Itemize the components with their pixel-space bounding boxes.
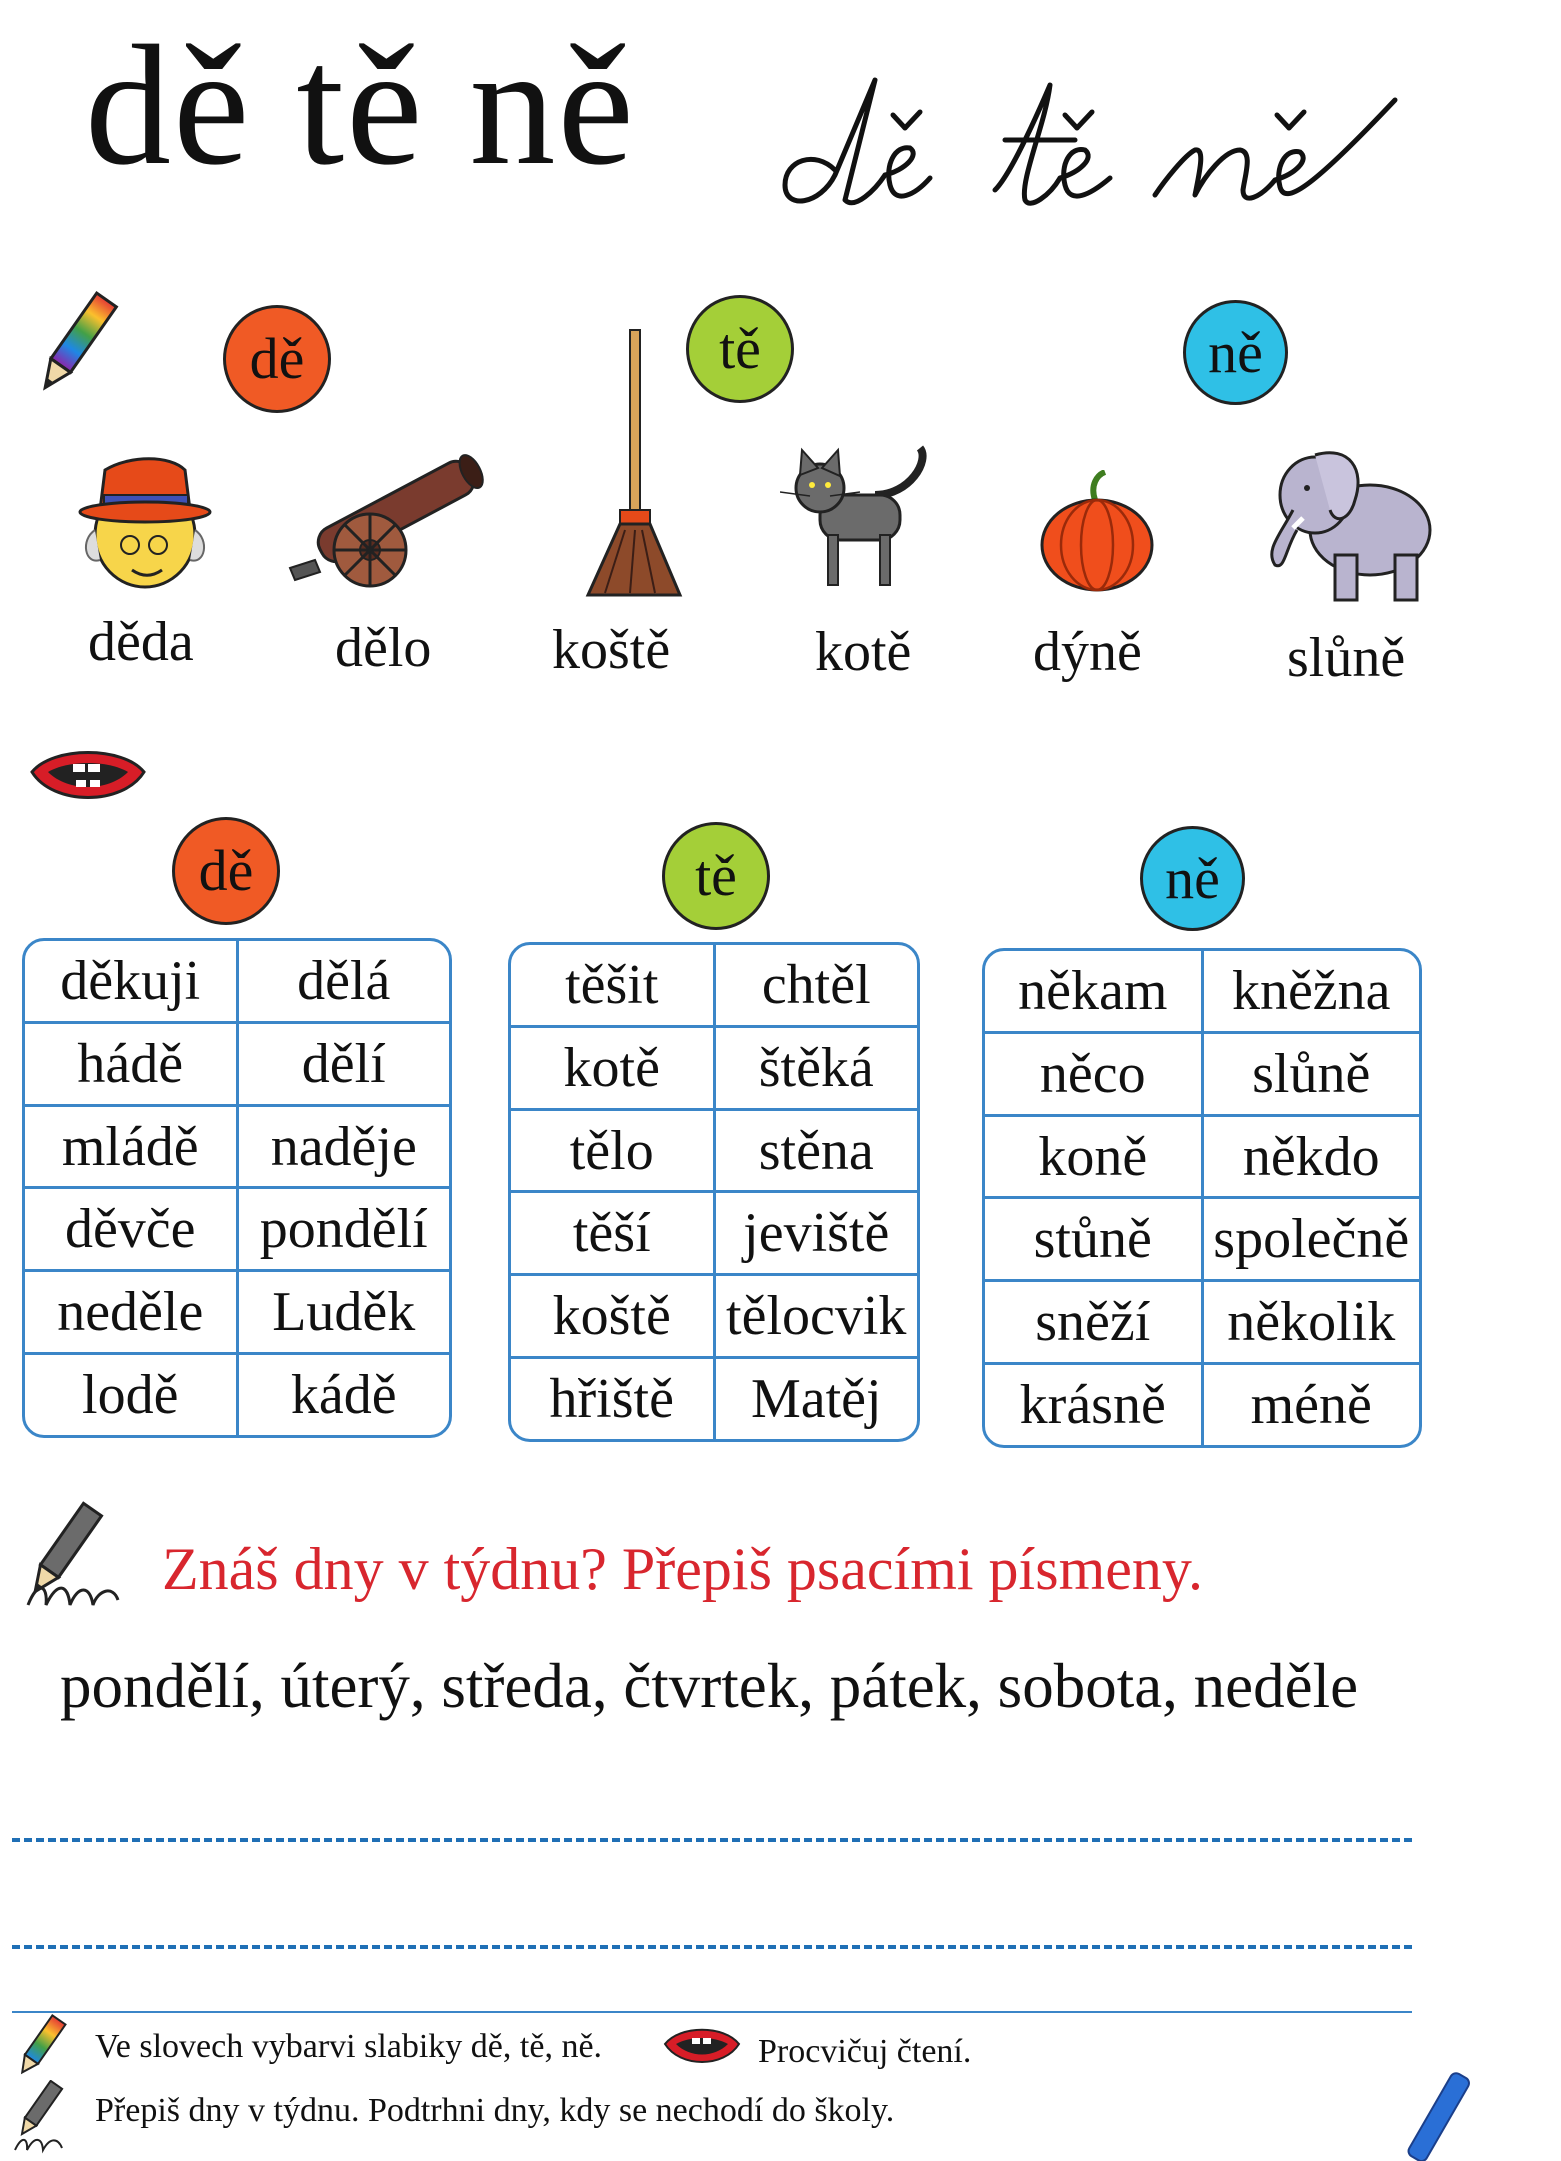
picture-word: dýně: [1033, 621, 1142, 683]
pumpkin-icon: [1035, 470, 1160, 595]
table-cell: dělá: [237, 941, 449, 1022]
title-cursive: [765, 60, 1425, 230]
table-cell: těší: [511, 1192, 714, 1275]
table-cell: těšit: [511, 945, 714, 1026]
table-cell: stěna: [714, 1109, 917, 1192]
table-cell: mládě: [25, 1105, 237, 1188]
table-cell: někam: [985, 951, 1202, 1032]
footer-instruction-2: Přepiš dny v týdnu. Podtrhni dny, kdy se nechodí do školy.: [95, 2092, 895, 2129]
table-row: [985, 951, 1419, 1032]
table-cell: Luděk: [237, 1271, 449, 1354]
table-cell: dělí: [237, 1022, 449, 1105]
footer-instruction-1: Ve slovech vybarvi slabiky dě, tě, ně.: [95, 2028, 603, 2065]
footer-instruction-1b: Procvičuj čtení.: [758, 2033, 972, 2070]
table-cell: stůně: [985, 1198, 1202, 1281]
table-cell: krásně: [985, 1364, 1202, 1445]
table-row: [25, 1105, 449, 1188]
table-row: [25, 1188, 449, 1271]
grandpa-icon: [70, 440, 220, 600]
table-row: [985, 1364, 1419, 1445]
task-title: Znáš dny v týdnu? Přepiš psacími písmeny.: [162, 1536, 1203, 1602]
table-row: [25, 941, 449, 1022]
table-cell: něco: [985, 1032, 1202, 1115]
broom-icon: [580, 325, 690, 600]
table-cell: kotě: [511, 1026, 714, 1109]
title-print: dě tě ně: [85, 11, 636, 201]
syllable-circle-te: tě: [686, 295, 794, 403]
table-row: [985, 1198, 1419, 1281]
table-row: [511, 1275, 917, 1358]
table-cell: koně: [985, 1115, 1202, 1198]
table-cell: pondělí: [237, 1188, 449, 1271]
picture-word: děda: [88, 611, 194, 673]
table-cell: společně: [1202, 1198, 1419, 1281]
footer-divider: [12, 2011, 1412, 2013]
table-cell: koště: [511, 1275, 714, 1358]
colored-pencil-icon: [10, 2012, 70, 2082]
table-cell: hřiště: [511, 1358, 714, 1439]
pen-icon: [1400, 2070, 1480, 2161]
picture-word: slůně: [1287, 627, 1406, 689]
table-row: [985, 1281, 1419, 1364]
colored-pencil-icon: [30, 285, 120, 405]
table-cell: štěká: [714, 1026, 917, 1109]
table-row: [511, 1358, 917, 1439]
table-cell: někdo: [1202, 1115, 1419, 1198]
table-cell: jeviště: [714, 1192, 917, 1275]
table-cell: méně: [1202, 1364, 1419, 1445]
table-row: [511, 1109, 917, 1192]
table-row: [511, 945, 917, 1026]
table-cell: tělocvik: [714, 1275, 917, 1358]
table-cell: Matěj: [714, 1358, 917, 1439]
table-row: [511, 1026, 917, 1109]
days-of-week: pondělí, úterý, středa, čtvrtek, pátek, sobota, neděle: [60, 1651, 1359, 1721]
table-row: [511, 1192, 917, 1275]
picture-word: koště: [552, 619, 671, 681]
table-row: [25, 1354, 449, 1435]
picture-word: dělo: [335, 617, 432, 679]
table-syllable-circle-de: dě: [172, 817, 280, 925]
kitten-icon: [780, 440, 945, 595]
writing-pencil-icon: [18, 1500, 148, 1615]
table-cell: sněží: [985, 1281, 1202, 1364]
table-cell: hádě: [25, 1022, 237, 1105]
table-cell: kněžna: [1202, 951, 1419, 1032]
mouth-icon: [662, 2022, 742, 2070]
picture-word: kotě: [815, 621, 912, 683]
mouth-icon: [28, 742, 148, 810]
table-cell: kádě: [237, 1354, 449, 1435]
table-cell: naděje: [237, 1105, 449, 1188]
table-syllable-circle-ne: ně: [1140, 826, 1245, 931]
elephant-icon: [1255, 440, 1440, 605]
table-row: [985, 1032, 1419, 1115]
syllable-circle-de: dě: [223, 305, 331, 413]
table-cell: neděle: [25, 1271, 237, 1354]
word-table-de: [22, 938, 452, 1438]
table-cell: tělo: [511, 1109, 714, 1192]
table-syllable-circle-te: tě: [662, 822, 770, 930]
table-row: [25, 1022, 449, 1105]
syllable-circle-ne: ně: [1183, 300, 1288, 405]
writing-line: [12, 1945, 1412, 1949]
cannon-icon: [285, 440, 510, 590]
table-cell: děkuji: [25, 941, 237, 1022]
writing-line: [12, 1838, 1412, 1842]
table-row: [985, 1115, 1419, 1198]
table-cell: chtěl: [714, 945, 917, 1026]
word-table-te: [508, 942, 920, 1442]
table-cell: lodě: [25, 1354, 237, 1435]
word-table-ne: [982, 948, 1422, 1448]
table-cell: několik: [1202, 1281, 1419, 1364]
table-cell: děvče: [25, 1188, 237, 1271]
table-row: [25, 1271, 449, 1354]
table-cell: slůně: [1202, 1032, 1419, 1115]
writing-pencil-icon: [10, 2080, 90, 2155]
